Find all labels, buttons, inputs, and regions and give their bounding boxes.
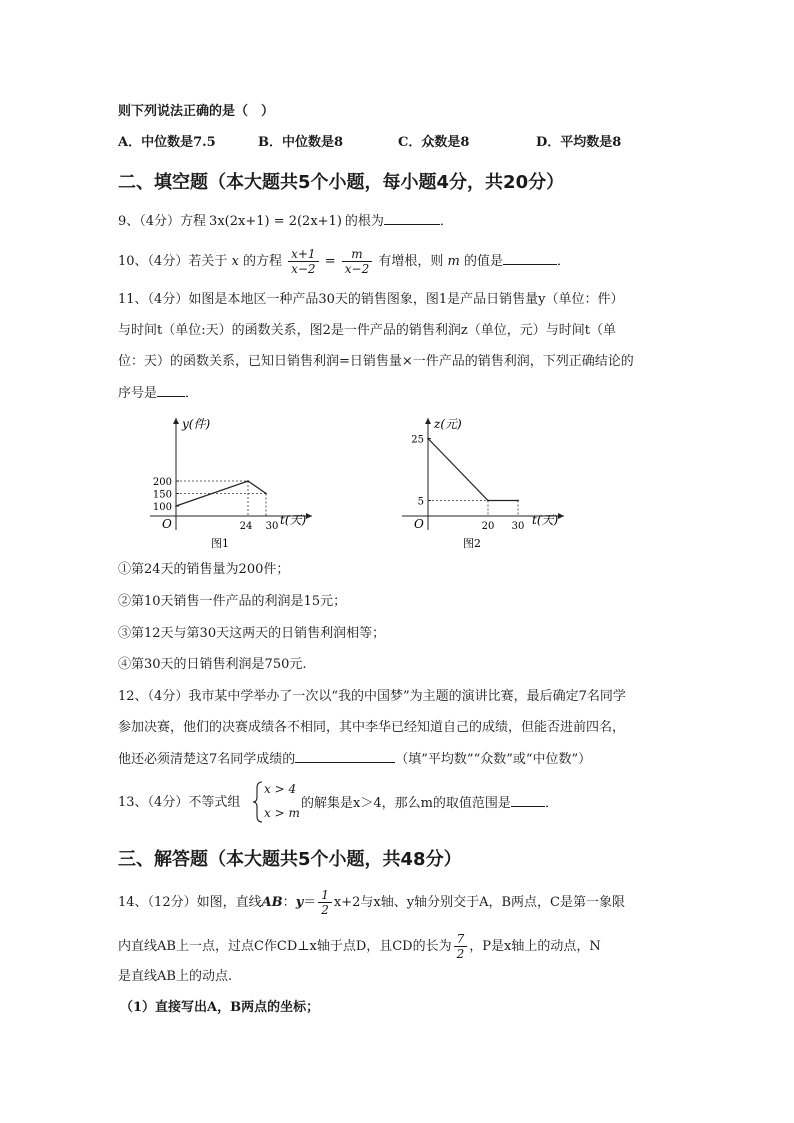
q13-suffix: 的解集是x＞4，那么m的取值范围是 bbox=[301, 796, 511, 811]
section-3-title: 三、解答题（本大题共5个小题，共48分） bbox=[118, 849, 462, 870]
y-tick-label: 5 bbox=[417, 496, 424, 508]
q11-line-1: 11、（4分）如图是本地区一种产品30天的销售图象，图1是产品日销售量y（单位：件） bbox=[118, 292, 624, 307]
y-axis-arrow bbox=[173, 418, 179, 424]
y-axis-arrow bbox=[425, 418, 431, 424]
q10-fraction-right bbox=[342, 247, 372, 276]
q13 bbox=[118, 794, 240, 812]
q9-suffix: 的根为 bbox=[344, 214, 384, 229]
q14-l1-y: y bbox=[295, 895, 304, 910]
q14-line-2 bbox=[118, 932, 601, 961]
figure-2-chart bbox=[392, 412, 572, 552]
y-tick-label: 200 bbox=[152, 477, 172, 488]
q11-line-2: 与时间t（单位:天）的函数关系，图2是一件产品的销售利润z（单位，元）与时间t（单 bbox=[118, 323, 616, 338]
x-tick-label: 30 bbox=[511, 521, 525, 532]
q10-answer-blank[interactable] bbox=[503, 252, 557, 265]
option-c: C．众数是8 bbox=[398, 135, 470, 150]
q14-l2-rest: ，P是x轴上的动点，N bbox=[469, 939, 601, 954]
q14-l2-prefix: 内直线AB上一点，过点C作CD⊥x轴于点D，且CD的长为 bbox=[118, 939, 452, 954]
q14-l1-ab: AB bbox=[261, 895, 283, 910]
q10 bbox=[118, 247, 570, 276]
q14-l2-fnum: 7 bbox=[454, 932, 468, 947]
q10-frac2-num: m bbox=[342, 247, 372, 262]
y-tick-label: 100 bbox=[152, 502, 172, 513]
q10-equals: = bbox=[324, 254, 336, 269]
q14-l1-prefix: 14、（12分）如图，直线 bbox=[118, 895, 262, 910]
x-tick-label: 30 bbox=[265, 521, 279, 532]
data-point bbox=[427, 438, 429, 440]
q11-line-4-text: 序号是 bbox=[118, 386, 158, 401]
q13-answer-blank[interactable] bbox=[511, 794, 545, 807]
q10-var-x: x bbox=[231, 254, 239, 269]
q14-line-1 bbox=[118, 888, 625, 917]
q11-end: ． bbox=[185, 386, 199, 401]
data-point bbox=[175, 505, 177, 507]
q14-l1-eq: ＝ bbox=[303, 895, 317, 910]
q14-l1-fden: 2 bbox=[321, 903, 329, 917]
x-axis-arrow bbox=[306, 513, 312, 519]
option-b: B．中位数是8 bbox=[258, 135, 344, 150]
q10-after2: 的值是 bbox=[464, 254, 504, 269]
q11-line-3: 位：天）的函数关系，已知日销售利润=日销售量×一件产品的销售利润，下列正确结论的 bbox=[118, 354, 634, 369]
q12-line-2: 参加决赛，他们的决赛成绩各不相同，其中李华已经知道自己的成绩，但能否进前四名， bbox=[118, 720, 626, 735]
x-tick-label: 20 bbox=[481, 521, 495, 532]
q11-statement-4: ④第30天的日销售利润是750元. bbox=[118, 657, 307, 672]
origin-label: O bbox=[162, 517, 172, 531]
x-tick-label: 24 bbox=[239, 521, 253, 532]
q8-stem: 则下列说法正确的是（ ） bbox=[118, 104, 275, 119]
figure-caption: 图2 bbox=[463, 537, 481, 550]
q12-answer-blank[interactable] bbox=[295, 750, 395, 763]
q13-end: ． bbox=[544, 796, 558, 811]
q14-l1-rest: x+2与x轴、y轴分别交于A，B两点，C是第一象限 bbox=[333, 895, 625, 910]
q10-frac1-num: x+1 bbox=[288, 247, 318, 262]
q12-line-3-text: 他还必须清楚这7名同学成绩的 bbox=[118, 752, 296, 767]
y-axis-label: z(元) bbox=[434, 417, 462, 431]
q12-tail: （填”平均数”“众数”或“中位数”） bbox=[395, 752, 592, 767]
y-tick-label: 25 bbox=[411, 434, 424, 446]
figure-1-chart bbox=[140, 412, 320, 552]
data-point bbox=[265, 493, 267, 495]
section-2-title: 二、填空题（本大题共5个小题，每小题4分，共20分） bbox=[118, 172, 565, 193]
q10-end: ． bbox=[557, 254, 571, 269]
q12-line-1: 12、（4分）我市某中学举办了一次以“我的中国梦”为主题的演讲比赛，最后确定7名同学 bbox=[118, 689, 626, 704]
q11-statement-3: ③第12天与第30天这两天的日销售利润相等； bbox=[118, 626, 386, 641]
q14-l2-fden: 2 bbox=[456, 947, 465, 961]
data-point bbox=[487, 500, 489, 502]
q10-mid: 的方程 bbox=[242, 254, 282, 269]
q10-fraction-left bbox=[288, 247, 318, 276]
q10-var-m: m bbox=[447, 254, 460, 269]
x-axis-label: t(天) bbox=[532, 513, 559, 527]
q11-statement-2: ②第10天销售一件产品的利润是15元； bbox=[118, 594, 347, 609]
origin-label: O bbox=[414, 517, 424, 531]
q10-frac1-den: x−2 bbox=[291, 262, 316, 276]
q9-answer-blank[interactable] bbox=[384, 212, 440, 225]
data-point bbox=[247, 480, 249, 482]
y-axis-label: y(件) bbox=[182, 417, 211, 431]
q13-rest bbox=[301, 794, 558, 813]
option-d: D．平均数是8 bbox=[536, 135, 622, 150]
q14-line-3: 是直线AB上的动点. bbox=[118, 969, 233, 984]
q13-prefix: 13、（4分）不等式组 bbox=[118, 795, 241, 810]
option-a: A．中位数是7.5 bbox=[118, 135, 216, 150]
q14-fraction-seven-half bbox=[454, 932, 468, 961]
q11-answer-blank[interactable] bbox=[157, 384, 185, 397]
q8-options bbox=[118, 134, 621, 152]
q9-equation: 3x(2x+1) = 2(2x+1) bbox=[209, 214, 342, 229]
q11-statement-1: ①第24天的销售量为200件； bbox=[118, 562, 290, 577]
series-line bbox=[428, 439, 518, 501]
y-tick-label: 150 bbox=[152, 489, 172, 501]
q14-l1-colon: ： bbox=[282, 895, 296, 910]
q11-line-4 bbox=[118, 384, 198, 403]
figure-caption: 图1 bbox=[211, 537, 229, 550]
x-axis-label: t(天) bbox=[280, 513, 307, 527]
q12-line-3 bbox=[118, 750, 591, 769]
q13-inequality-2: x > m bbox=[264, 806, 300, 820]
q9-prefix: 9、（4分）方程 bbox=[118, 214, 207, 229]
q13-inequality-1: x > 4 bbox=[264, 782, 297, 796]
q9 bbox=[118, 212, 453, 231]
q13-brace bbox=[252, 780, 264, 824]
q14-sub-1: （1）直接写出A，B两点的坐标； bbox=[120, 1000, 320, 1015]
q14-fraction-half bbox=[318, 888, 332, 917]
data-point bbox=[517, 500, 519, 502]
q9-end: ． bbox=[439, 214, 453, 229]
q10-after: 有增根，则 bbox=[378, 254, 444, 269]
q10-frac2-den: x−2 bbox=[344, 262, 370, 276]
x-axis-arrow bbox=[558, 513, 564, 519]
q14-l1-fnum: 1 bbox=[318, 888, 332, 903]
q10-prefix: 10、（4分）若关于 bbox=[118, 254, 228, 269]
